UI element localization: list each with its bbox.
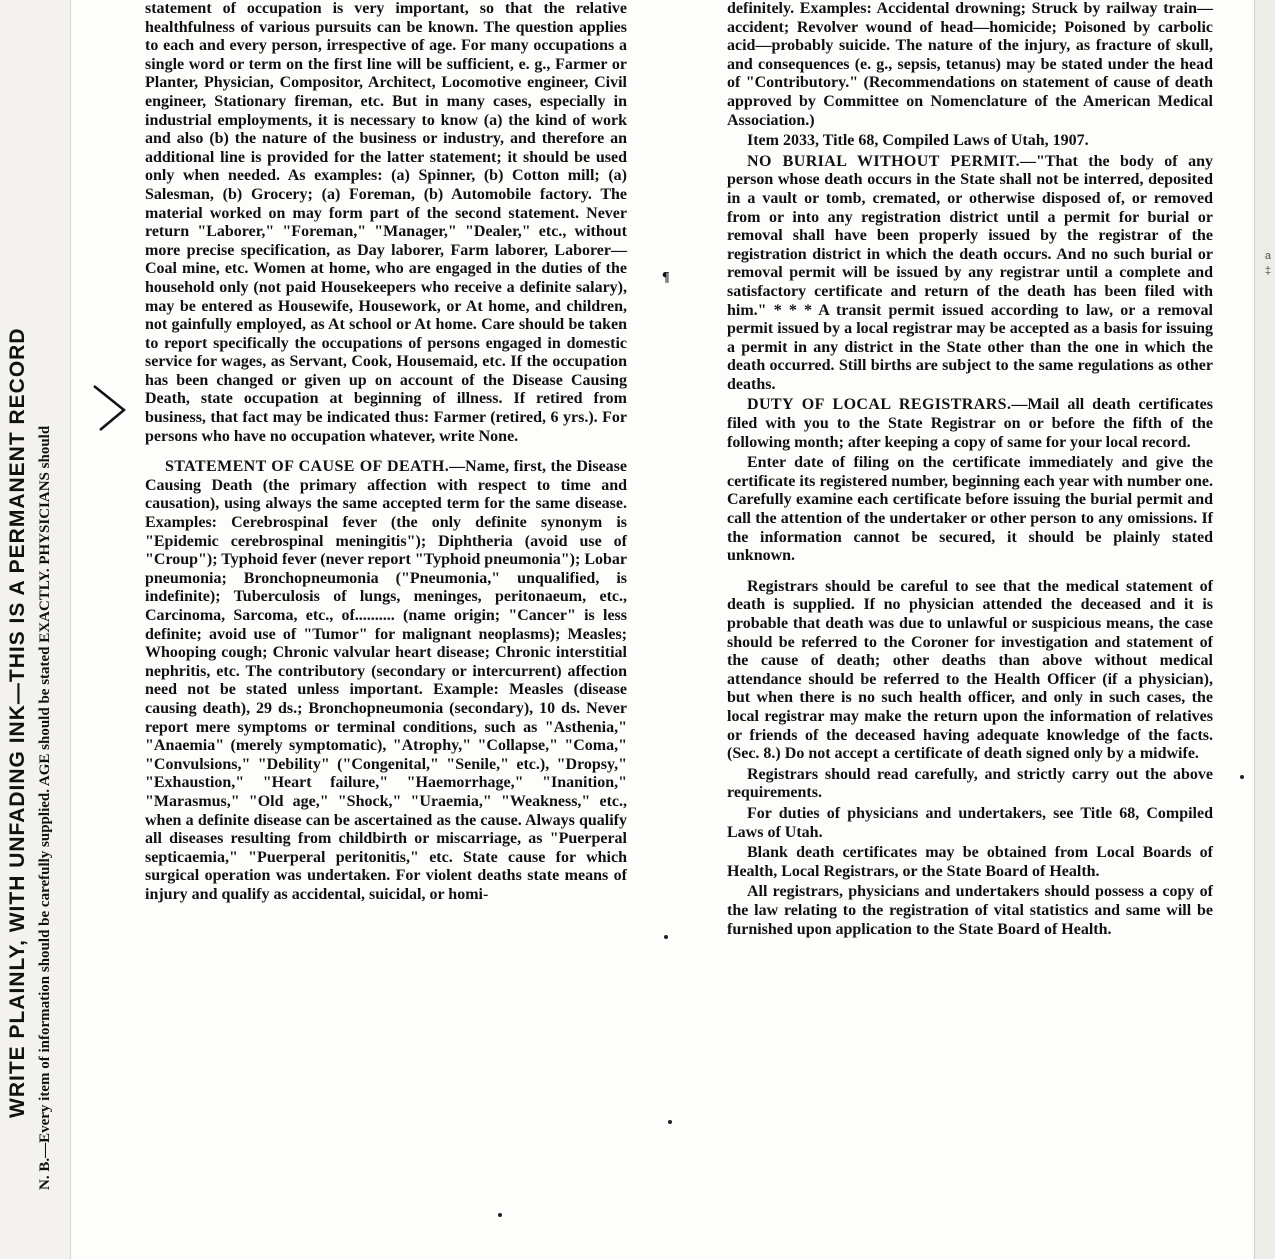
edge-glyph: ‡ xyxy=(1264,265,1271,277)
left-margin-strip xyxy=(0,0,71,1259)
local-registrars-paragraph xyxy=(727,396,1213,452)
ink-speck xyxy=(664,935,668,939)
violent-death-paragraph: definitely. Examples: Accidental drowning; Struck by railway train—accident; Revolver wound of head—homicide; Poisoned by carbolic acid—probably suicide. The nature of the injury, as fracture of skull, and consequences (e. g., sepsis, tetanus) may be stated under the head of "Contributory." (Recommendations on statement of cause of death approved by Committee on Nomenclature of the American Medical Association.) xyxy=(727,0,1213,129)
right-column xyxy=(727,0,1213,941)
statute-citation: Item 2033, Title 68, Compiled Laws of Utah, 1907. xyxy=(747,132,1089,150)
handwritten-check-mark xyxy=(92,384,132,434)
ink-speck xyxy=(498,1213,502,1217)
left-column xyxy=(145,0,627,907)
cause-of-death-heading: STATEMENT OF CAUSE OF DEATH. xyxy=(165,458,450,476)
medical-statement-paragraph: Registrars should be careful to see that the medical statement of death is supplied. If no physician attended the deceased and it is probable that death was due to unlawful or suspicious means, the case should be referred to the Coroner for investigation and statement of the cause of death; other deaths than above without medical attendance should be referred to the Health Officer (if a physician), but when there is no such health officer, and only in such cases, the local registrar may make the return upon the information of relatives or friends of the deceased having adequate knowledge of the facts. (Sec. 8.) Do not accept a certificate of death signed only by a midwife. xyxy=(727,577,1213,763)
law-copy-paragraph: All registrars, physicians and undertakers should possess a copy of the law relating to the registration of vital statistics and same will be furnished upon application to the State Board of Health. xyxy=(727,883,1213,938)
occupation-paragraph: statement of occupation is very important, so that the relative healthfulness of various pursuits can be known. The question applies to each and every person, irrespective of age. For many occupations a single word or term on the first line will be sufficient, e. g., Farmer or Planter, Physician, Compositor, Architect, Locomotive engineer, Civil engineer, Stationary fireman, etc. But in many cases, especially in industrial employments, it is necessary to know (a) the kind of work and also (b) the nature of the business or industry, and therefore an additional line is provided for the latter statement; it should be used only when needed. As examples: (a) Spinner, (b) Cotton mill; (a) Salesman, (b) Grocery; (a) Foreman, (b) Automobile factory. The material worked on may form part of the second statement. Never return "Laborer," "Foreman," "Manager," "Dealer," etc., without more precise specification, as Day laborer, Farm laborer, Laborer—Coal mine, etc. Women at home, who are engaged in the duties of the household only (not paid Housekeepers who receive a definite salary), may be entered as Housewife, Housework, or At home, and children, not gainfully employed, as At school or At home. Care should be taken to report specifically the occupations of persons engaged in domestic service for wages, as Servant, Cook, Housemaid, etc. If the occupation has been changed or given up on account of the Disease Causing Death, state occupation at beginning of illness. If retired from business, that fact may be indicated thus: Farmer (retired, 6 yrs.). For persons who have no occupation whatever, write None. xyxy=(145,0,627,445)
burial-permit-paragraph xyxy=(727,153,1213,395)
vertical-margin-heading: WRITE PLAINLY, WITH UNFADING INK—THIS IS A PERMANENT RECORD xyxy=(6,327,29,1118)
duties-paragraph: For duties of physicians and undertakers, see Title 68, Compiled Laws of Utah. xyxy=(727,804,1213,841)
ink-speck xyxy=(1240,775,1244,779)
cause-of-death-paragraph xyxy=(145,458,627,904)
blank-certificates-paragraph: Blank death certificates may be obtained from Local Boards of Health, Local Registrars, or the State Board of Health. xyxy=(727,844,1213,880)
burial-permit-body: —"That the body of any person whose death occurs in the State shall not be interred, deposited in a vault or tomb, cremated, or otherwise disposed of, or removed from or into any registration district until a permit for burial or removal shall have been properly issued by the registrar of the registration district in which the death occurs. And no such burial or removal permit will be issued by any registrar until a complete and satisfactory certificate and return of the death has been filed with him." * * * A transit permit issued according to law, or a removal permit issued by a local registrar may be accepted as a basis for issuing a permit in any district in the State other than the one in which the death occurred. Still births are subject to the same regulations as other deaths. xyxy=(727,152,1213,393)
filing-paragraph: Enter date of filing on the certificate immediately and give the certificate its registered number, beginning each year with number one. Carefully examine each certificate before issuing the burial permit and call the attention of the undertaker or other person to any omissions. If the information cannot be secured, it should be plainly stated unknown. xyxy=(727,454,1213,565)
stray-mark: ¶ xyxy=(662,270,670,285)
cause-of-death-body: —Name, first, the Disease Causing Death (the primary affection with respect to time and causation), using always the same accepted term for the same disease. Examples: Cerebrospinal fever (the only definite synonym is "Epidemic cerebrospinal meningitis"); Diphtheria (avoid use of "Croup"); Typhoid fever (never report "Typhoid pneumonia"); Lobar pneumonia; Bronchopneumonia ("Pneumonia," unqualified, is indefinite); Tuberculosis of lungs, meninges, peritonaeum, etc., Carcinoma, Sarcoma, etc., of.......... (name origin; "Cancer" is less definite; avoid use of "Tumor" for malignant neoplasms); Measles; Whooping cough; Chronic valvular heart disease; Chronic interstitial nephritis, etc. The contributory (secondary or intercurrent) affection need not be stated unless important. Example: Measles (disease causing death), 29 ds.; Bronchopneumonia (secondary), 10 ds. Never report mere symptoms or terminal conditions, such as "Asthenia," "Anaemia" (merely symptomatic), "Atrophy," "Collapse," "Coma," "Convulsions," "Debility" ("Congenital," "Senile," etc.), "Dropsy," "Exhaustion," "Heart failure," "Haemorrhage," "Inanition," "Marasmus," "Old age," "Shock," "Uraemia," "Weakness," etc., when a definite disease can be ascertained as the cause. Always qualify all diseases resulting from childbirth or miscarriage, as "Puerperal septicaemia," "Puerperal peritonitis," etc. State cause for which surgical operation was undertaken. For violent deaths state means of injury and qualify as accidental, suicidal, or homi- xyxy=(145,458,627,903)
right-edge-strip xyxy=(1254,0,1275,1259)
edge-glyph: a xyxy=(1264,250,1271,262)
ink-speck xyxy=(668,1120,672,1124)
local-registrars-heading: DUTY OF LOCAL REGISTRARS. xyxy=(747,396,1012,414)
read-carefully-paragraph: Registrars should read carefully, and strictly carry out the above requirements. xyxy=(727,765,1213,802)
vertical-margin-note: N. B.—Every item of information should be carefully supplied. AGE should be stated EXACTLY. PHYSICIANS should xyxy=(37,425,53,1190)
local-registrars-body: —Mail all death certificates filed with you to the State Registrar on or before the fifth of the following month; after keeping a copy of same for your local record. xyxy=(727,396,1213,451)
burial-permit-heading: NO BURIAL WITHOUT PERMIT. xyxy=(747,152,1020,170)
